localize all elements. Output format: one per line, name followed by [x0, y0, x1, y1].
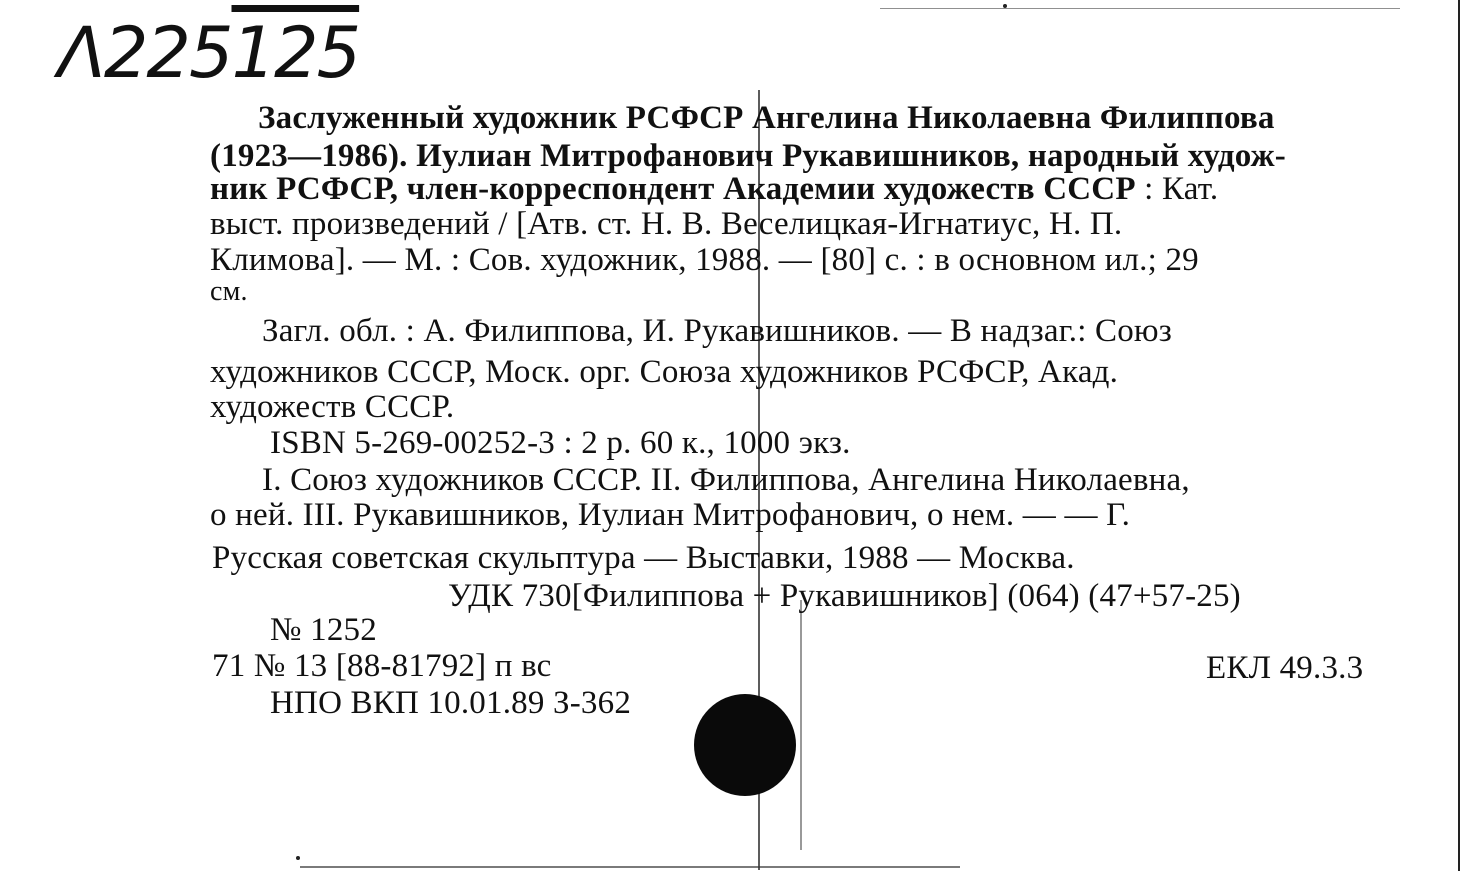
heading-line-2: (1923—1986). Иулиан Митрофанович Рукавишников, народный худож-	[210, 138, 1286, 174]
npo-line: НПО ВКП 10.01.89 З-362	[270, 685, 632, 721]
heading-line-1: Заслуженный художник РСФСР Ангелина Николаевна Филиппова	[258, 100, 1275, 136]
ekl-code: ЕКЛ 49.3.3	[1206, 650, 1364, 686]
handwritten-mark-main: Λ225	[58, 12, 232, 94]
body-line-9: художеств СССР.	[210, 389, 455, 425]
order-line: 71 № 13 [88-81792] п вс	[212, 648, 552, 684]
heading-line-3-rest: : Кат.	[1144, 171, 1219, 207]
right-edge-line	[1458, 0, 1460, 871]
bottom-edge-line	[300, 866, 960, 868]
body-line-6: см.	[210, 276, 248, 307]
body-line-11: I. Союз художников СССР. II. Филиппова, Ангелина Николаевна,	[262, 462, 1190, 498]
body-line-13: Русская советская скульптура — Выставки, 1988 — Москва.	[212, 540, 1075, 576]
card-punch-hole	[694, 694, 796, 796]
handwritten-shelf-mark	[58, 12, 360, 94]
body-line-7: Загл. обл. : А. Филиппова, И. Рукавишников. — В надзаг.: Союз	[262, 313, 1173, 349]
record-number: № 1252	[270, 612, 377, 648]
body-line-4: выст. произведений / [Атв. ст. Н. В. Веселицкая-Игнатиус, Н. П.	[210, 206, 1123, 242]
isbn-line: ISBN 5-269-00252-3 : 2 р. 60 к., 1000 экз.	[270, 425, 851, 461]
body-line-5: Климова]. — М. : Сов. художник, 1988. — [80] с. : в основном ил.; 29	[210, 242, 1199, 278]
handwritten-mark-suffix: 125	[231, 12, 360, 94]
speck	[296, 856, 300, 860]
body-line-8: художников СССР, Моск. орг. Союза художников РСФСР, Акад.	[210, 354, 1119, 390]
udk-line: УДК 730[Филиппова + Рукавишников] (064) (47+57-25)	[448, 578, 1241, 614]
top-edge-line	[880, 8, 1400, 9]
heading-line-3-bold: ник РСФСР, член-корреспондент Академии художеств СССР	[210, 171, 1136, 207]
fold-crease-2	[800, 600, 802, 850]
speck	[1003, 4, 1007, 8]
body-line-12: о ней. III. Рукавишников, Иулиан Митрофанович, о нем. — — Г.	[210, 497, 1131, 533]
heading-line-3	[210, 173, 1218, 206]
